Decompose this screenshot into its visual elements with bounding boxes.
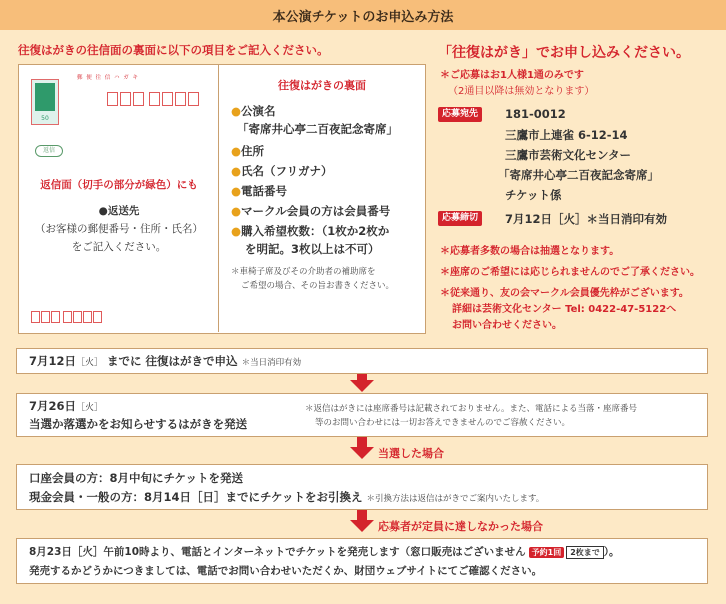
down-arrow-icon [350, 447, 374, 459]
back-item: ●氏名（フリガナ） [231, 164, 333, 178]
back-title: 往復はがきの裏面 [278, 79, 366, 92]
reserve-badge: 予約1回 [529, 547, 565, 558]
stamp-value: 50 [41, 115, 49, 122]
front-line-2: ●返送先 [98, 205, 140, 217]
right-note: お問い合わせください。 [452, 320, 562, 331]
back-note: ＊車椅子席及びその介助者の補助席を [231, 267, 376, 277]
front-line-4: をご記入ください。 [71, 241, 167, 253]
step2-date-line: 7月26日［火］ [29, 399, 104, 413]
step3-line2-wrap [29, 489, 544, 505]
step4-close: ）。 [603, 546, 620, 558]
step2-note: 等のお問い合わせには一切お答えできませんのでご容赦ください。 [315, 418, 571, 428]
zip-header: 郵 便 往 信 ハ ガ キ [77, 75, 139, 81]
step4-line2: 発売するかどうかにつきましては、電話でお問い合わせいただくか、財団ウェブサイトにてご確認ください。 [29, 565, 543, 577]
right-note: ＊従来通り、友の会マークル会員優先枠がございます。 [440, 288, 689, 299]
back-item: ●電話番号 [231, 184, 288, 198]
dest-tag: 応募宛先 [438, 107, 482, 122]
stamp-image [35, 83, 55, 111]
step1-day: ［火］ [76, 358, 104, 368]
back-item: を明記。3枚以上は不可） [245, 242, 380, 256]
back-item: ●公演名 [231, 104, 276, 118]
front-line-3: （お客様の郵便番号・住所・氏名） [35, 223, 203, 235]
right-note: ＊応募者多数の場合は抽選となります。 [440, 246, 620, 257]
front-line-1: 返信面（切手の部分が緑色）にも [40, 179, 198, 191]
zip-box [188, 92, 199, 106]
right-note-sub: （2通目以降は無効となります） [448, 86, 595, 97]
step3-line2: 現金会員・一般の方：8月14日［日］までにチケットをお引換え [29, 490, 363, 504]
page-title: 本公演チケットのお申込み方法 [272, 9, 454, 25]
back-item: ●住所 [231, 144, 265, 158]
zip-box [83, 311, 92, 323]
back-item: ●マークル会員の方は会員番号 [231, 204, 391, 218]
zip-box [149, 92, 160, 106]
zip-box [93, 311, 102, 323]
step2-text: 当選か落選かをお知らせするはがきを発送 [29, 417, 248, 431]
deadline-text: 7月12日［火］＊当日消印有効 [505, 212, 668, 226]
zip-box [41, 311, 50, 323]
right-note: ＊ご応募はお1人様1通のみです [440, 70, 584, 81]
back-item: ●購入希望枚数：（1枚か2枚か [231, 224, 390, 238]
limit-badge: 2枚まで [566, 546, 604, 559]
right-note: ＊座席のご希望には応じられませんのでご了承ください。 [440, 267, 700, 278]
postcard-front [19, 65, 219, 332]
step4-line1: 8月23日［火］午前10時より、電話とインターネットでチケットを発売します（窓口販売はございません [29, 546, 526, 558]
step1-note: ＊当日消印有効 [241, 358, 302, 368]
step3-note: ＊引換方法は返信はがきでご案内いたします。 [366, 494, 545, 504]
address-line: 「寄席井心亭二百夜記念寄席」 [498, 168, 659, 182]
down-arrow-icon [350, 380, 374, 392]
zip-box [31, 311, 40, 323]
flow-step-1 [16, 348, 708, 374]
return-oval: 返信 [35, 145, 63, 157]
zip-box [175, 92, 186, 106]
postcard-instruction: 往復はがきの往信面の裏面に以下の項目をご記入ください。 [18, 43, 329, 57]
zip-box [73, 311, 82, 323]
step4-line1-wrap [29, 544, 620, 559]
zip-box [133, 92, 144, 106]
zip-box [107, 92, 118, 106]
down-arrow-icon [350, 520, 374, 532]
arrow-stem [357, 510, 367, 520]
zip-box [162, 92, 173, 106]
address-line: 三鷹市上連雀 6-12-14 [505, 128, 628, 142]
back-note: ご希望の場合、その旨お書きください。 [241, 281, 395, 291]
flow-step-4 [16, 538, 708, 584]
stamp-icon [31, 79, 59, 125]
page-header [0, 0, 726, 30]
flow-step-2 [16, 393, 708, 437]
arrow-stem [357, 437, 367, 447]
step1-text: までに 往復はがきで申込 [107, 354, 238, 368]
step2-note: ＊返信はがきには座席番号は記載されておりません。また、電話による当落・座席番号 [305, 404, 638, 414]
address-line: チケット係 [505, 188, 562, 202]
address-line: 三鷹市芸術文化センター [505, 148, 632, 162]
zip-box [120, 92, 131, 106]
step3-line1: 口座会員の方：8月中旬にチケットを発送 [29, 471, 243, 485]
address-line: 181-0012 [505, 107, 566, 121]
zip-box [63, 311, 72, 323]
label-won: 当選した場合 [378, 447, 444, 460]
label-short: 応募者が定員に達しなかった場合 [378, 520, 543, 533]
postcard-illustration [18, 64, 426, 334]
right-note: 詳細は芸術文化センター Tel: 0422-47-5122へ [452, 304, 677, 315]
step1-date: 7月12日 [29, 354, 77, 368]
right-title: 「往復はがき」でお申し込みください。 [438, 45, 690, 61]
back-item: 「寄席井心亭二百夜記念寄席」 [237, 122, 398, 136]
flow-step-3 [16, 464, 708, 510]
deadline-tag: 応募締切 [438, 211, 482, 226]
zip-box [51, 311, 60, 323]
